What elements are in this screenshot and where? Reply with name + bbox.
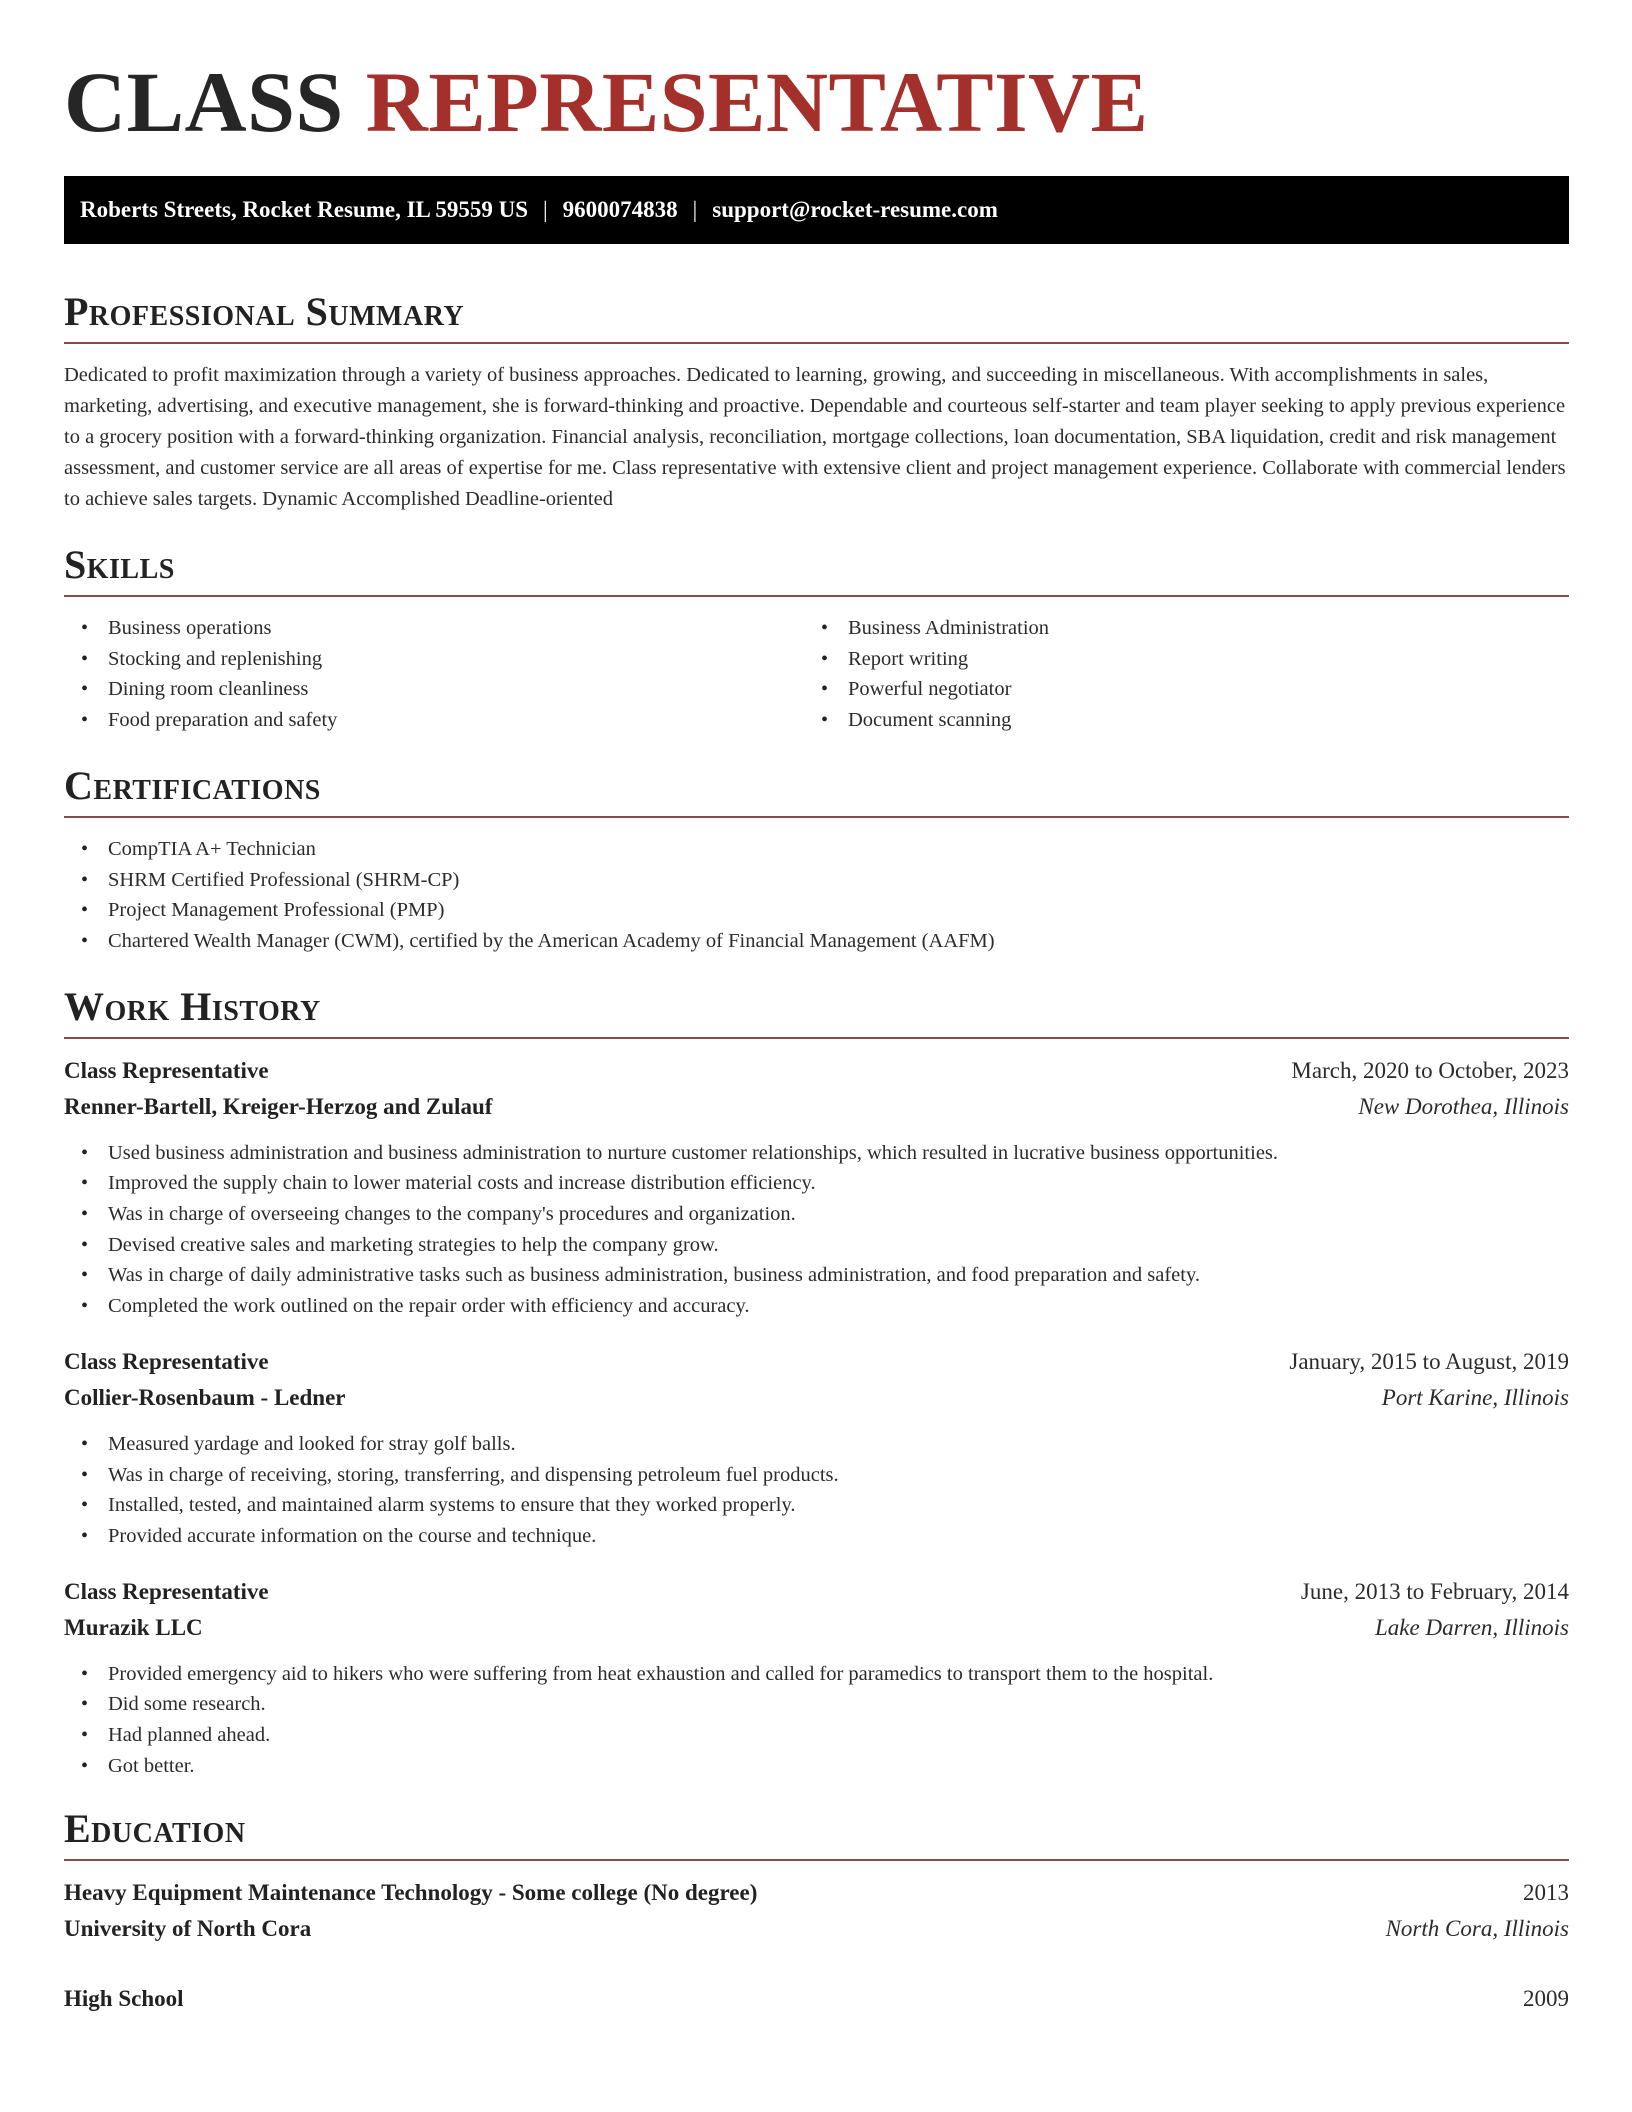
job-bullets (64, 1659, 1569, 1782)
job-company: Collier-Rosenbaum - Ledner (64, 1384, 346, 1410)
phone: 9600074838 (562, 197, 678, 222)
job-entry (64, 1344, 1569, 1552)
skill-item: • Document scanning (804, 705, 1544, 736)
job-location: Port Karine, Illinois (1381, 1384, 1569, 1410)
skill-item: • Powerful negotiator (804, 674, 1544, 705)
section-title-skills: Skills (64, 542, 175, 587)
email: support@rocket-resume.com (712, 197, 998, 222)
skill-item: • Business Administration (804, 613, 1544, 644)
section-divider (64, 1037, 1569, 1039)
section-title-work-history: Work History (64, 983, 321, 1029)
job-company: Murazik LLC (64, 1614, 203, 1640)
name-last: REPRESENTATIVE (365, 54, 1149, 150)
education-subheader (64, 1911, 1569, 1947)
job-dates: June, 2013 to February, 2014 (1300, 1578, 1569, 1604)
section-divider (64, 342, 1569, 344)
section-title-education: Education (64, 1806, 246, 1852)
job-bullets (64, 1138, 1569, 1322)
job-bullet: • Completed the work outlined on the repair order with efficiency and accuracy. (64, 1291, 1569, 1322)
certification-item: • Chartered Wealth Manager (CWM), certified by the American Academy of Financial Management (AAFM) (64, 926, 1569, 957)
section-divider (64, 1859, 1569, 1861)
education-header (64, 1875, 1569, 1911)
education-year: 2009 (1523, 1986, 1569, 2012)
job-bullets (64, 1429, 1569, 1552)
address: Roberts Streets, Rocket Resume, IL 59559 US (80, 197, 529, 222)
contact-separator: | (543, 197, 548, 222)
job-header (64, 1053, 1569, 1089)
job-bullet: • Provided emergency aid to hikers who were suffering from heat exhaustion and called for paramedics to transport them to the hospital. (64, 1659, 1569, 1690)
education-degree: High School (64, 1986, 184, 2012)
job-title: Class Representative (64, 1348, 269, 1374)
job-subheader (64, 1089, 1569, 1125)
job-dates: January, 2015 to August, 2019 (1289, 1348, 1569, 1374)
education-entry (64, 1981, 1569, 2017)
job-bullet: • Measured yardage and looked for stray golf balls. (64, 1429, 1569, 1460)
education-header (64, 1981, 1569, 2017)
certification-item: • CompTIA A+ Technician (64, 834, 1569, 865)
skill-item: • Business operations (64, 613, 804, 644)
section-title-summary: Professional Summary (64, 289, 465, 334)
job-subheader (64, 1610, 1569, 1646)
job-bullet: • Got better. (64, 1751, 1569, 1782)
name-first: CLASS (64, 54, 344, 150)
skill-item: • Report writing (804, 644, 1544, 675)
job-entry (64, 1053, 1569, 1322)
education-year: 2013 (1523, 1880, 1569, 1906)
certification-item: • SHRM Certified Professional (SHRM-CP) (64, 865, 1569, 896)
job-bullet: • Had planned ahead. (64, 1720, 1569, 1751)
job-bullet: • Was in charge of receiving, storing, transferring, and dispensing petroleum fuel products. (64, 1460, 1569, 1491)
job-bullet: • Used business administration and business administration to nurture customer relationships, which resulted in lucrative business opportunities. (64, 1138, 1569, 1169)
job-bullet: • Did some research. (64, 1689, 1569, 1720)
section-title-certifications: Certifications (64, 762, 321, 808)
job-title: Class Representative (64, 1057, 269, 1083)
section-divider (64, 816, 1569, 818)
education-location: North Cora, Illinois (1385, 1916, 1569, 1942)
job-bullet: • Was in charge of overseeing changes to the company's procedures and organization. (64, 1199, 1569, 1230)
skills-column-left (64, 613, 804, 736)
job-entry (64, 1574, 1569, 1782)
job-bullet: • Improved the supply chain to lower material costs and increase distribution efficiency. (64, 1168, 1569, 1199)
skills-column-right (804, 613, 1544, 736)
certification-item: • Project Management Professional (PMP) (64, 895, 1569, 926)
job-bullet: • Devised creative sales and marketing strategies to help the company grow. (64, 1230, 1569, 1261)
job-company: Renner-Bartell, Kreiger-Herzog and Zulauf (64, 1093, 493, 1119)
skill-item: • Food preparation and safety (64, 705, 804, 736)
summary-text: Dedicated to profit maximization through a variety of business approaches. Dedicated to learning, growing, and succeeding in miscellaneous. With accomplishments in sales, marketing, advertising, and executive management, she is forward-thinking and proactive. Dependable and courteous self-starter and team player seeking to apply previous experience to a grocery position with a forward-thinking organization. Financial analysis, reconciliation, mortgage collections, loan documentation, SBA liquidation, credit and risk management assessment, and customer service are all areas of expertise for me. Class representative with extensive client and project management experience. Collaborate with commercial lenders to achieve sales targets. Dynamic Accomplished Deadline-oriented (64, 364, 1566, 510)
skill-item: • Dining room cleanliness (64, 674, 804, 705)
education-entry (64, 1875, 1569, 1947)
job-bullet: • Provided accurate information on the course and technique. (64, 1521, 1569, 1552)
job-subheader (64, 1380, 1569, 1416)
job-bullet: • Was in charge of daily administrative tasks such as business administration, business administration, and food preparation and safety. (64, 1260, 1569, 1291)
education-school: University of North Cora (64, 1916, 312, 1942)
job-header (64, 1574, 1569, 1610)
contact-bar (64, 176, 1569, 244)
skills-list (64, 613, 1569, 736)
job-dates: March, 2020 to October, 2023 (1291, 1057, 1569, 1083)
certifications-list (64, 834, 1569, 957)
job-location: Lake Darren, Illinois (1375, 1614, 1569, 1640)
contact-separator: | (692, 197, 698, 222)
resume-page (64, 0, 1569, 2017)
job-location: New Dorothea, Illinois (1358, 1093, 1569, 1119)
candidate-name (64, 0, 1569, 176)
job-bullet: • Installed, tested, and maintained alarm systems to ensure that they worked properly. (64, 1490, 1569, 1521)
job-title: Class Representative (64, 1578, 269, 1604)
section-divider (64, 595, 1569, 597)
education-degree: Heavy Equipment Maintenance Technology - Some college (No degree) (64, 1880, 758, 1906)
job-header (64, 1344, 1569, 1380)
skill-item: • Stocking and replenishing (64, 644, 804, 675)
